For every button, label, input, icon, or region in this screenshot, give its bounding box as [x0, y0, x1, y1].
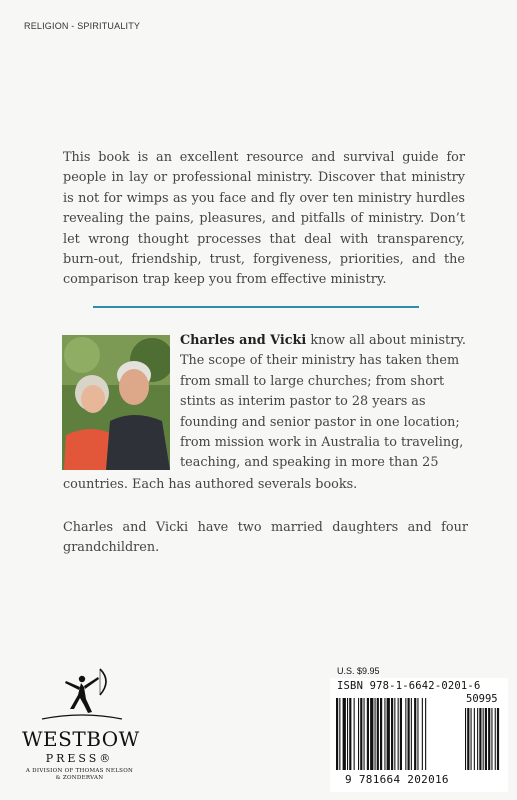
- author-bio: [180, 331, 468, 474]
- isbn-number: ISBN 978-1-6642-0201-6: [337, 680, 481, 692]
- author-names: Charles and Vicki: [180, 333, 307, 348]
- publisher-press: PRESS®: [45, 752, 114, 765]
- author-bio-text: know all about ministry. The scope of their ministry has taken them from small to large churches; from short stints as interim pastor to 28 years as founding and senior pastor in one location; from mission work in Australia to traveling, teaching, and speaking in more than 25: [180, 333, 466, 471]
- author-photo: [62, 335, 170, 470]
- archer-icon: [22, 665, 137, 725]
- price-addon-code: 50995: [466, 693, 498, 705]
- westbow-press-logo: [22, 665, 140, 781]
- divider-rule: [93, 306, 419, 308]
- publisher-division-line1: A DIVISION OF THOMAS NELSON: [25, 768, 134, 774]
- price-label: U.S. $9.95: [337, 666, 380, 676]
- family-paragraph: Charles and Vicki have two married daughters and four grandchildren.: [63, 520, 468, 556]
- publisher-division-line2: & ZONDERVAN: [55, 775, 104, 781]
- publisher-name: WESTBOW: [22, 727, 140, 751]
- author-bio-continued: countries. Each has authored severals books.: [63, 477, 358, 492]
- category-label: RELIGION - SPIRITUALITY: [24, 21, 141, 31]
- ean-number: 9 781664 202016: [345, 773, 449, 786]
- back-cover-blurb: This book is an excellent resource and survival guide for people in lay or professional ministry. Discover that ministry is not for wimps as you face and fly over ten ministry hurdles revealing the pains, pleasures, and pitfalls of ministry. Don’t let wrong thought processes that deal with transparency, burn-out, friendship, trust, forgiveness, priorities, and the comparison trap keep you from effective ministry.: [63, 150, 465, 288]
- author-photo-image: [62, 335, 170, 470]
